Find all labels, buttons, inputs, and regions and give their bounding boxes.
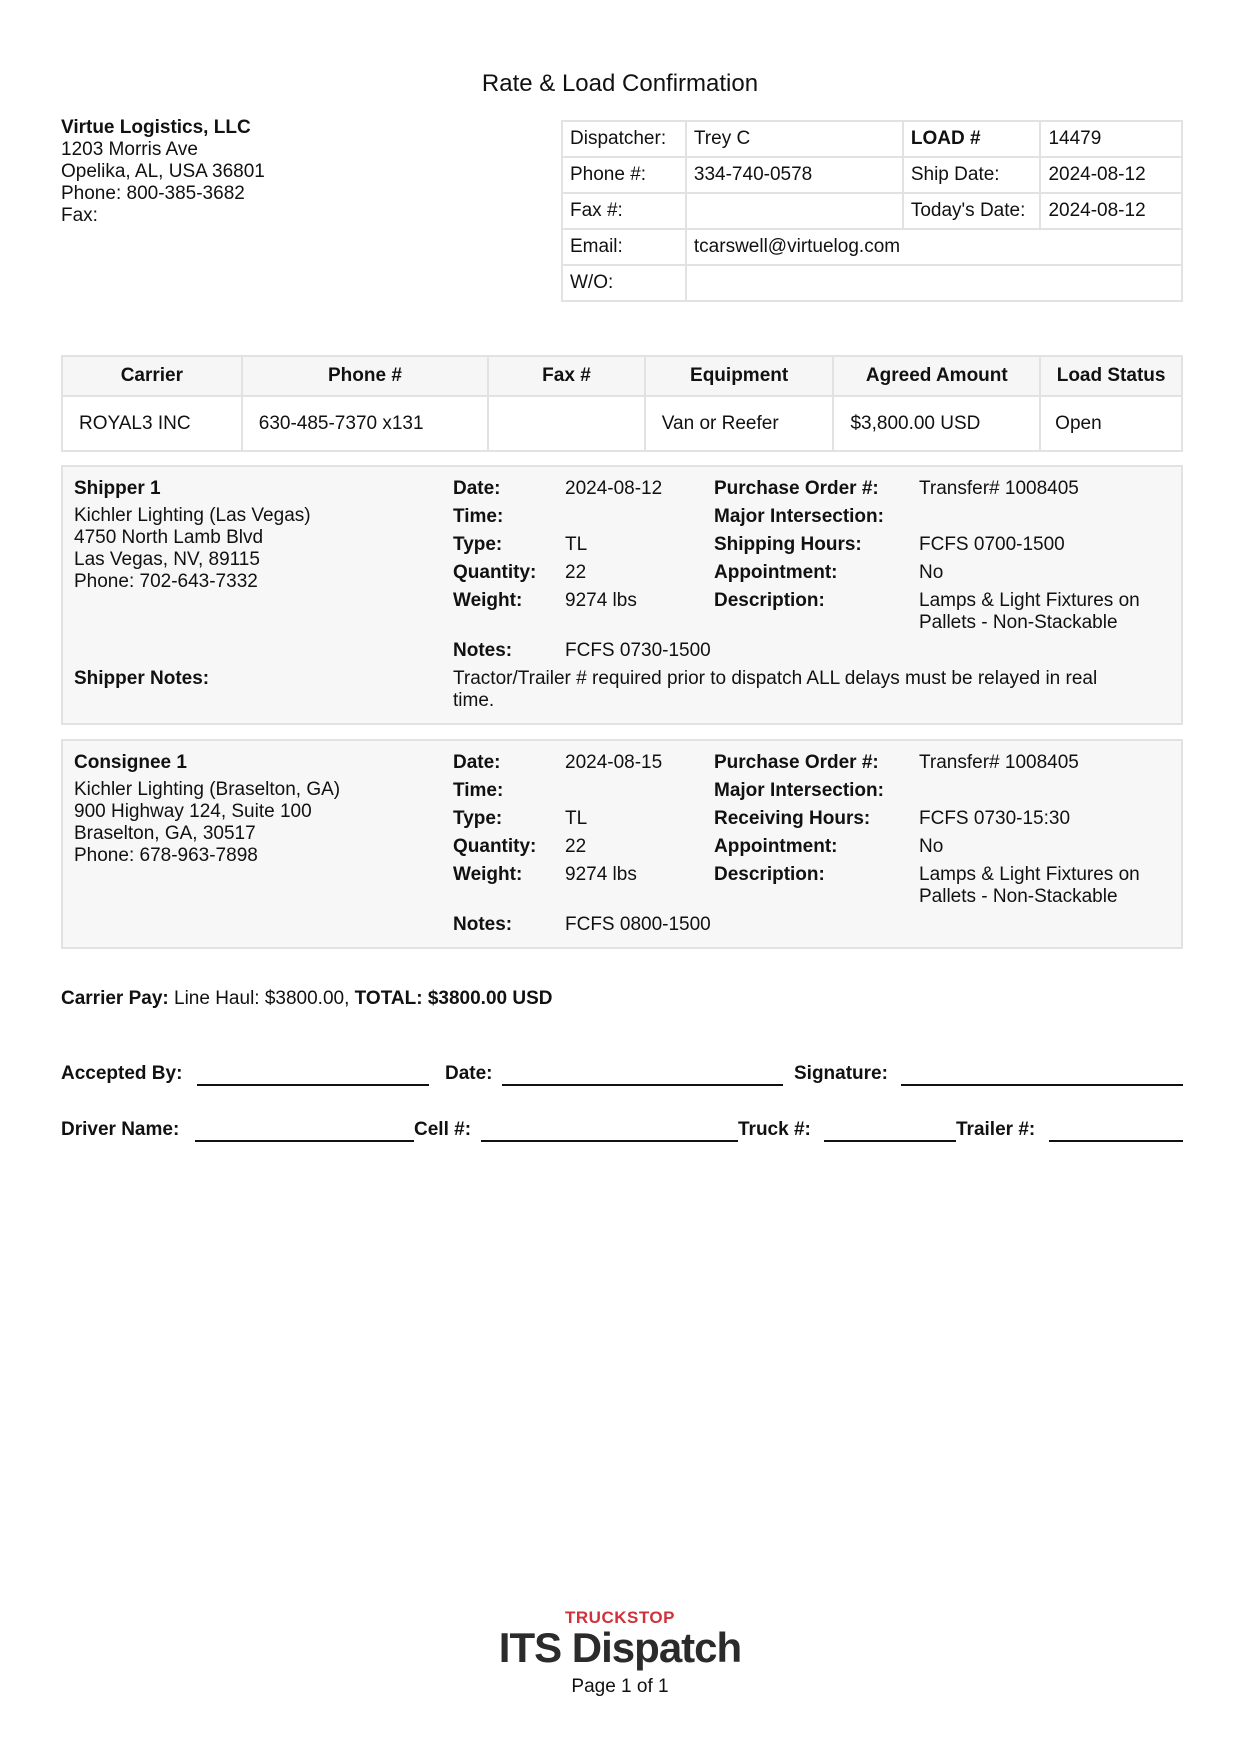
carrier-header-row <box>62 356 1182 396</box>
shipper-po: Transfer# 1008405 <box>919 478 1079 499</box>
email-label: Email: <box>562 229 686 265</box>
consignee-po: Transfer# 1008405 <box>919 752 1079 773</box>
consignee-appointment: No <box>919 836 944 857</box>
carrier-load-status: Open <box>1040 396 1182 451</box>
consignee-intersection-label: Major Intersection: <box>714 780 884 801</box>
shipper-description-line1: Lamps & Light Fixtures on <box>919 590 1140 611</box>
carrier-equipment: Van or Reefer <box>645 396 834 451</box>
shipper-hours-label: Shipping Hours: <box>714 534 862 555</box>
shipper-date-label: Date: <box>453 478 501 499</box>
accepted-by-label: Accepted By: <box>61 1063 183 1084</box>
consignee-section <box>61 739 1183 949</box>
shipper-notes-text2: time. <box>453 690 495 711</box>
consignee-name: Kichler Lighting (Braselton, GA) <box>74 779 341 800</box>
page-number: Page 1 of 1 <box>571 1676 669 1697</box>
consignee-description-line2: Pallets - Non-Stackable <box>919 886 1118 907</box>
consignee-time-label: Time: <box>453 780 504 801</box>
carrier-table <box>61 355 1183 452</box>
trailer-line[interactable] <box>1049 1140 1183 1142</box>
dispatcher-label: Dispatcher: <box>562 121 686 157</box>
carrier-agreed-amount: $3,800.00 USD <box>833 396 1040 451</box>
its-dispatch-logo: ITS Dispatch <box>498 1624 742 1671</box>
load-value: 14479 <box>1040 121 1182 157</box>
truck-label: Truck #: <box>738 1119 811 1140</box>
fax-value <box>686 193 903 229</box>
carrier-phone: 630-485-7370 x131 <box>242 396 488 451</box>
shipper-notes-heading: Shipper Notes: <box>74 668 210 689</box>
carrier-name: ROYAL3 INC <box>62 396 242 451</box>
consignee-hours: FCFS 0730-15:30 <box>919 808 1071 829</box>
shipper-heading: Shipper 1 <box>74 478 161 499</box>
load-label: LOAD # <box>903 121 1041 157</box>
carrier-pay-label: Carrier Pay: <box>61 988 169 1009</box>
accepted-by-line[interactable] <box>197 1084 429 1086</box>
shipper-notes: FCFS 0730-1500 <box>565 640 711 661</box>
shipper-quantity: 22 <box>565 562 587 583</box>
shipper-weight-label: Weight: <box>453 590 523 611</box>
consignee-appointment-label: Appointment: <box>714 836 838 857</box>
agreed-amount-header: Agreed Amount <box>833 356 1040 396</box>
page-title: Rate & Load Confirmation <box>481 70 759 97</box>
phone-value: 334-740-0578 <box>686 157 903 193</box>
consignee-notes: FCFS 0800-1500 <box>565 914 711 935</box>
fax-header: Fax # <box>488 356 645 396</box>
consignee-date-label: Date: <box>453 752 501 773</box>
consignee-date: 2024-08-15 <box>565 752 663 773</box>
shipper-appointment-label: Appointment: <box>714 562 838 583</box>
consignee-weight-label: Weight: <box>453 864 523 885</box>
load-status-header: Load Status <box>1040 356 1182 396</box>
consignee-quantity-label: Quantity: <box>453 836 537 857</box>
today-date-label: Today's Date: <box>903 193 1041 229</box>
company-fax: Fax: <box>61 205 98 226</box>
wo-value <box>686 265 1182 301</box>
consignee-heading: Consignee 1 <box>74 752 187 773</box>
cell-line[interactable] <box>481 1140 738 1142</box>
carrier-pay-total: TOTAL: $3800.00 USD <box>354 988 553 1009</box>
company-phone: Phone: 800-385-3682 <box>61 183 245 204</box>
consignee-description-label: Description: <box>714 864 825 885</box>
date-label: Date: <box>445 1063 493 1084</box>
equipment-header: Equipment <box>645 356 834 396</box>
company-address1: 1203 Morris Ave <box>61 139 198 160</box>
today-date-value: 2024-08-12 <box>1040 193 1182 229</box>
shipper-notes-label: Notes: <box>453 640 513 661</box>
consignee-address1: 900 Highway 124, Suite 100 <box>74 801 312 822</box>
truck-line[interactable] <box>824 1140 956 1142</box>
phone-header: Phone # <box>242 356 488 396</box>
consignee-type: TL <box>565 808 588 829</box>
shipper-time-label: Time: <box>453 506 504 527</box>
shipper-hours: FCFS 0700-1500 <box>919 534 1065 555</box>
shipper-type: TL <box>565 534 588 555</box>
wo-label: W/O: <box>562 265 686 301</box>
shipper-description-line2: Pallets - Non-Stackable <box>919 612 1118 633</box>
consignee-phone: Phone: 678-963-7898 <box>74 845 258 866</box>
date-line[interactable] <box>502 1084 783 1086</box>
consignee-quantity: 22 <box>565 836 587 857</box>
consignee-hours-label: Receiving Hours: <box>714 808 871 829</box>
company-name: Virtue Logistics, LLC <box>61 117 251 138</box>
shipper-intersection-label: Major Intersection: <box>714 506 884 527</box>
shipper-address1: 4750 North Lamb Blvd <box>74 527 264 548</box>
ship-date-label: Ship Date: <box>903 157 1041 193</box>
truckstop-logo-text: TRUCKSTOP <box>565 1608 675 1627</box>
carrier-header: Carrier <box>62 356 242 396</box>
table-row <box>62 396 1182 451</box>
carrier-pay <box>61 988 552 1010</box>
consignee-notes-label: Notes: <box>453 914 513 935</box>
shipper-address2: Las Vegas, NV, 89115 <box>74 549 260 570</box>
phone-label: Phone #: <box>562 157 686 193</box>
consignee-address2: Braselton, GA, 30517 <box>74 823 256 844</box>
shipper-section <box>61 465 1183 725</box>
cell-label: Cell #: <box>414 1119 472 1140</box>
driver-name-label: Driver Name: <box>61 1119 180 1140</box>
carrier-fax <box>488 396 645 451</box>
consignee-weight: 9274 lbs <box>565 864 637 885</box>
company-address2: Opelika, AL, USA 36801 <box>61 161 265 182</box>
driver-name-line[interactable] <box>195 1140 414 1142</box>
email-value: tcarswell@virtuelog.com <box>686 229 1182 265</box>
signature-label: Signature: <box>794 1063 888 1084</box>
shipper-description-label: Description: <box>714 590 825 611</box>
consignee-po-label: Purchase Order #: <box>714 752 879 773</box>
carrier-pay-line-haul: Line Haul: $3800.00, <box>168 988 355 1009</box>
shipper-po-label: Purchase Order #: <box>714 478 879 499</box>
shipper-weight: 9274 lbs <box>565 590 637 611</box>
shipper-notes-text1: Tractor/Trailer # required prior to dispatch ALL delays must be relayed in real <box>453 668 1098 689</box>
shipper-quantity-label: Quantity: <box>453 562 537 583</box>
shipper-name: Kichler Lighting (Las Vegas) <box>74 505 311 526</box>
dispatch-table <box>561 120 1183 302</box>
ship-date-value: 2024-08-12 <box>1040 157 1182 193</box>
fax-label: Fax #: <box>562 193 686 229</box>
dispatcher-value: Trey C <box>686 121 903 157</box>
consignee-description-line1: Lamps & Light Fixtures on <box>919 864 1140 885</box>
shipper-appointment: No <box>919 562 944 583</box>
shipper-date: 2024-08-12 <box>565 478 663 499</box>
signature-line[interactable] <box>901 1084 1183 1086</box>
shipper-type-label: Type: <box>453 534 503 555</box>
shipper-phone: Phone: 702-643-7332 <box>74 571 258 592</box>
company-block <box>61 117 265 227</box>
consignee-type-label: Type: <box>453 808 503 829</box>
trailer-label: Trailer #: <box>956 1119 1036 1140</box>
